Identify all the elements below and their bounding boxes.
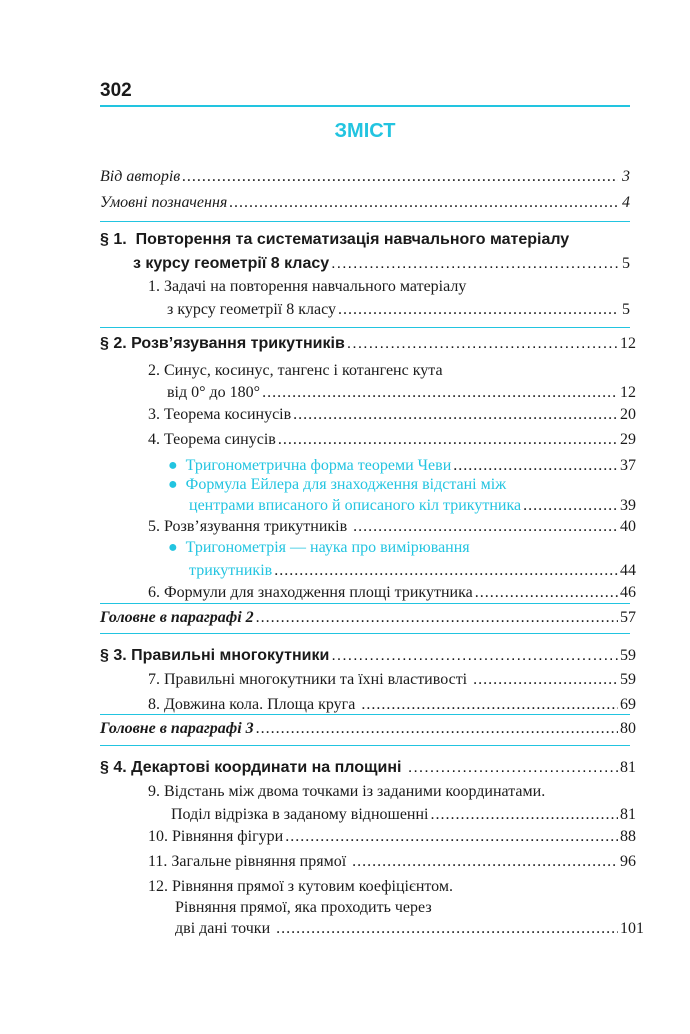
toc-entry-text: § 1. Повторення та систематизація навчального матеріалу [100, 231, 570, 248]
toc-section-3[interactable] [100, 645, 636, 666]
toc-page-number: 69 [620, 696, 636, 713]
page-title: ЗМІСТ [334, 120, 396, 142]
bullet-icon: ● [168, 539, 178, 556]
toc-entry-text: § 4. Декартові координати на площині [100, 759, 406, 776]
leader-dots [352, 851, 618, 872]
page-number: 302 [100, 80, 132, 101]
toc-page-number: 4 [622, 194, 630, 211]
leader-dots [431, 804, 619, 825]
toc-entry-authors[interactable] [100, 166, 630, 187]
toc-page-number: 39 [620, 497, 636, 514]
leader-dots [338, 299, 618, 320]
toc-entry-text: дві дані точки [175, 920, 275, 937]
toc-page-number: 81 [620, 759, 636, 776]
leader-dots [229, 192, 618, 213]
leader-dots [475, 582, 618, 603]
toc-entry-text: трикутників [189, 562, 273, 579]
toc-bullet-ceva[interactable] [100, 455, 636, 476]
section-divider [100, 327, 630, 328]
leader-dots [331, 253, 618, 274]
section-divider [100, 221, 630, 222]
toc-entry-text: 4. Теорема синусів [148, 431, 276, 448]
toc-page-number: 5 [622, 301, 630, 318]
toc-entry-7[interactable] [100, 669, 636, 690]
leader-dots [256, 607, 618, 628]
toc-entry-text: 1. Задачі на повторення навчального матеріалу [148, 278, 467, 295]
toc-entry-1[interactable] [100, 276, 630, 320]
toc-page-number: 37 [620, 457, 636, 474]
toc-page-number: 12 [620, 384, 636, 401]
leader-dots [285, 826, 618, 847]
leader-dots [453, 455, 618, 476]
toc-entry-text: 8. Довжина кола. Площа круга [148, 696, 360, 713]
toc-entry-text: 6. Формули для знаходження площі трикутника [148, 584, 473, 601]
toc-summary-2[interactable] [100, 607, 636, 628]
leader-dots [256, 718, 618, 739]
toc-page-number: 3 [622, 168, 630, 185]
toc-page-number: 12 [620, 335, 636, 352]
toc-entry-text: 9. Відстань між двома точками із заданими координатами. [148, 783, 546, 800]
toc-entry-text: 3. Теорема косинусів [148, 406, 292, 423]
toc-page-number: 59 [620, 671, 636, 688]
toc-bullet-euler[interactable] [100, 474, 636, 516]
toc-entry-4[interactable] [100, 429, 636, 450]
section-divider [100, 714, 630, 715]
toc-entry-text: Умовні позначення [100, 194, 228, 211]
bullet-icon: ● [168, 476, 178, 493]
toc-entry-text: § 2. Розв’язування трикутників [100, 335, 345, 352]
toc-page-number: 5 [622, 255, 630, 272]
toc-entry-3[interactable] [100, 404, 636, 425]
leader-dots [182, 166, 618, 187]
toc-entry-text: від 0° до 180° [167, 384, 261, 401]
toc-entry-text: § 3. Правильні многокутники [100, 647, 330, 664]
toc-section-2[interactable] [100, 333, 636, 354]
toc-entry-text: 5. Розв’язування трикутників [148, 518, 352, 535]
toc-page-number: 40 [620, 518, 636, 535]
toc-entry-text: Формула Ейлера для знаходження відстані між [185, 476, 507, 493]
toc-entry-text: 7. Правильні многокутники та їхні властивості [148, 671, 472, 688]
section-divider [100, 603, 630, 604]
toc-summary-3[interactable] [100, 718, 636, 739]
section-divider [100, 745, 630, 746]
toc-entry-8[interactable] [100, 694, 636, 715]
leader-dots [473, 669, 618, 690]
toc-entry-text: 2. Синус, косинус, тангенс і котангенс кута [148, 362, 443, 379]
toc-entry-text: Головне в параграфі 3 [100, 720, 254, 737]
leader-dots [278, 429, 618, 450]
toc-entry-9[interactable] [100, 781, 636, 825]
section-divider [100, 633, 630, 634]
toc-page-number: 81 [620, 806, 636, 823]
toc-page-number: 44 [620, 562, 636, 579]
toc-section-4[interactable] [100, 757, 636, 778]
leader-dots [276, 918, 618, 939]
toc-entry-text: Поділ відрізка в заданому відношенні [171, 806, 429, 823]
toc-page-number: 88 [620, 828, 636, 845]
toc-entry-text: Тригонометрична форма теореми Чеви [185, 457, 452, 474]
toc-section-1[interactable] [100, 229, 630, 274]
toc-entry-symbols[interactable] [100, 192, 630, 213]
toc-entry-text: Головне в параграфі 2 [100, 609, 254, 626]
toc-page-number: 20 [620, 406, 636, 423]
toc-entry-text: 10. Рівняння фігури [148, 828, 284, 845]
toc-entry-2[interactable] [100, 360, 636, 403]
toc-entry-11[interactable] [100, 851, 636, 872]
toc-bullet-trigonometry[interactable] [100, 537, 636, 581]
toc-entry-text: 12. Рівняння прямої з кутовим коефіцієнтом. [148, 878, 453, 895]
leader-dots [523, 495, 618, 516]
leader-dots [361, 694, 618, 715]
toc-entry-12[interactable] [100, 876, 644, 939]
toc-entry-text: Рівняння прямої, яка проходить через [175, 899, 432, 916]
toc-entry-text: 11. Загальне рівняння прямої [148, 853, 351, 870]
toc-entry-5[interactable] [100, 516, 636, 537]
toc-page-number: 80 [620, 720, 636, 737]
leader-dots [262, 382, 618, 403]
leader-dots [293, 404, 618, 425]
leader-dots [408, 757, 618, 778]
toc-page-number: 57 [620, 609, 636, 626]
toc-page-number: 59 [620, 647, 636, 664]
toc-page-number: 101 [620, 920, 644, 937]
toc-page-number: 96 [620, 853, 636, 870]
bullet-icon: ● [168, 457, 178, 474]
toc-page-number: 29 [620, 431, 636, 448]
toc-entry-text: центрами вписаного й описаного кіл трикутника [189, 497, 522, 514]
toc-entry-text: з курсу геометрії 8 класу [167, 301, 336, 318]
toc-page-number: 46 [620, 584, 636, 601]
leader-dots [347, 333, 618, 354]
toc-entry-6[interactable] [100, 582, 636, 603]
header-rule [100, 105, 630, 107]
leader-dots [274, 560, 618, 581]
toc-entry-text: Тригонометрія — наука про вимірювання [185, 539, 470, 556]
toc-entry-10[interactable] [100, 826, 636, 847]
toc-entry-text: з курсу геометрії 8 класу [133, 255, 330, 272]
leader-dots [331, 645, 618, 666]
leader-dots [353, 516, 618, 537]
toc-entry-text: Від авторів [100, 168, 181, 185]
